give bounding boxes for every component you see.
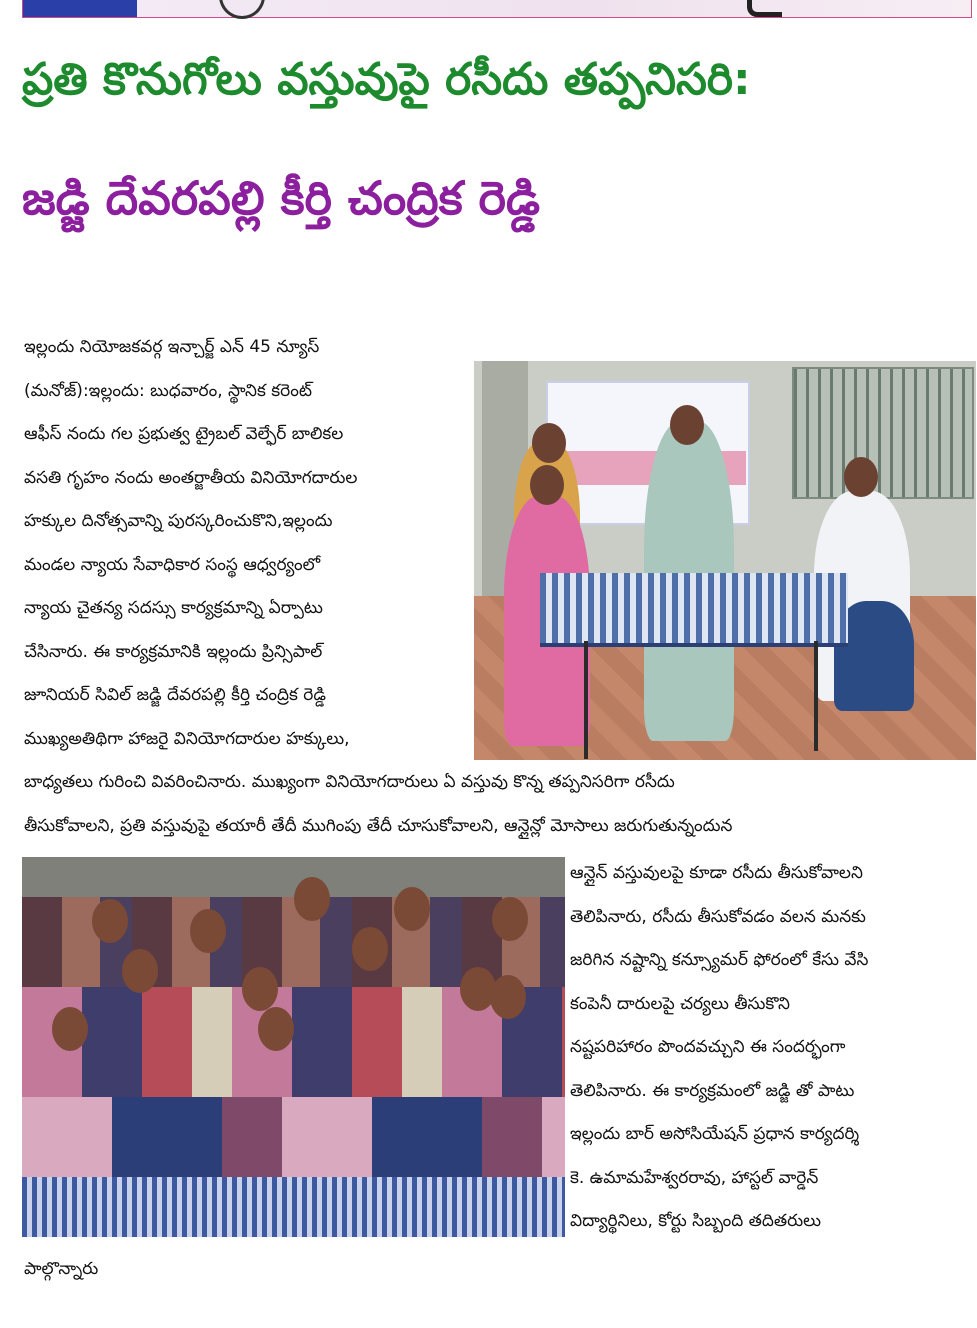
article-line: హక్కుల దినోత్సవాన్ని పురస్కరించుకొని,ఇల్లందు [24,511,333,531]
photo-cloth [22,1177,565,1237]
banner-logo-mark [219,0,265,19]
photo-audience-row [22,1097,565,1187]
photo-table-leg [814,641,818,751]
article-line: ఆన్లైన్ వస్తువులపై కూడా రసీదు తీసుకోవాలని [570,863,863,883]
top-banner [22,0,972,18]
photo-face [490,975,526,1019]
article-line: చేసినారు. ఈ కార్యక్రమానికి ఇల్లందు ప్రిన్సిపాల్ [24,641,323,662]
photo-head [670,405,704,445]
article-line: ఇల్లందు నియోజకవర్గ ఇన్చార్జ్ ఎన్ 45 న్యూస్ [24,337,320,357]
photo-face [52,1007,88,1051]
article-line: (మనోజ్):ఇల్లందు: బుధవారం, స్థానిక కరెంట్ [24,380,312,401]
photo-face [258,1007,294,1051]
article-right-column [570,852,970,1244]
article-line: జూనియర్ సివిల్ జడ్జి దేవరపల్లి కీర్తి చంద్రిక రెడ్డి [24,685,326,705]
photo-window [792,367,974,499]
photo-face [394,887,430,931]
photo-table-leg [584,641,588,759]
photo-table [540,573,848,647]
article-line: తెలిపినారు, రసీదు తీసుకోవడం వలన మనకు [570,906,866,927]
article-line: ఇల్లందు బార్ అసోసియేషన్ ప్రధాన కార్యదర్శి [570,1124,860,1144]
photo-head [532,423,566,463]
photo-face [190,909,226,953]
article-line: విద్యార్థినిలు, కోర్టు సిబ్బంది తదితరులు [570,1211,822,1231]
article-line: కంపెనీ దారులపై చర్యలు తీసుకొని [570,993,790,1014]
article-left-column [24,326,469,761]
photo-face [92,899,128,943]
banner-glyph [747,0,782,17]
article-line: తీసుకోవాలని, ప్రతి వస్తువుపై తయారీ తేదీ ముగింపు తేదీ చూసుకోవాలని, ఆన్లైన్లో మోసాలు జరుగుతున్నందున [24,815,733,836]
article-line: ఆఫీస్ నందు గల ప్రభుత్వ ట్రైబల్ వెల్ఫేర్ బాలికల [24,424,344,444]
article-line: కె. ఉమామహేశ్వరరావు, హాస్టల్ వార్డెన్ [570,1167,819,1188]
photo-face [122,949,158,993]
photo-face [242,967,278,1011]
article-full-width [24,761,969,848]
photo-head [530,465,564,505]
article-line: బాధ్యతలు గురించి వివరించినారు. ముఖ్యంగా వినియోగదారులు ఏ వస్తువు కొన్న తప్పనిసరిగా రసీదు [24,772,675,792]
photo-face [294,877,330,921]
headline-line-2: జడ్జి దేవరపల్లి కీర్తి చంద్రిక రెడ్డి [22,171,540,225]
article-closing-line: పాల్గొన్నారు [24,1259,99,1279]
event-photo-audience [22,857,565,1237]
article-line: న్యాయ చైతన్య సదస్సు కార్యక్రమాన్ని ఏర్పాటు [24,598,323,618]
event-photo-stage [474,361,976,760]
article-line: ముఖ్యఅతిథిగా హాజరై వినియోగదారుల హక్కులు, [24,728,350,749]
article-line: వసతి గృహం నందు అంతర్జాతీయ వినియోగదారుల [24,467,358,488]
article-line: జరిగిన నష్టాన్ని కన్స్యూమర్ ఫోరంలో కేసు వేసి [570,950,869,970]
article-line: తెలిపినారు. ఈ కార్యక్రమంలో జడ్జి తో పాటు [570,1080,855,1101]
article-line: మండల న్యాయ సేవాధికార సంస్థ ఆధ్వర్యంలో [24,554,321,575]
photo-face [492,897,528,941]
photo-face [352,927,388,971]
article-line: నష్టపరిహారం పొందవచ్చుని ఈ సందర్భంగా [570,1037,846,1057]
photo-head [844,457,878,497]
headline-line-1: ప్రతి కొనుగోలు వస్తువుపై రసీదు తప్పనిసరి: [22,54,751,105]
